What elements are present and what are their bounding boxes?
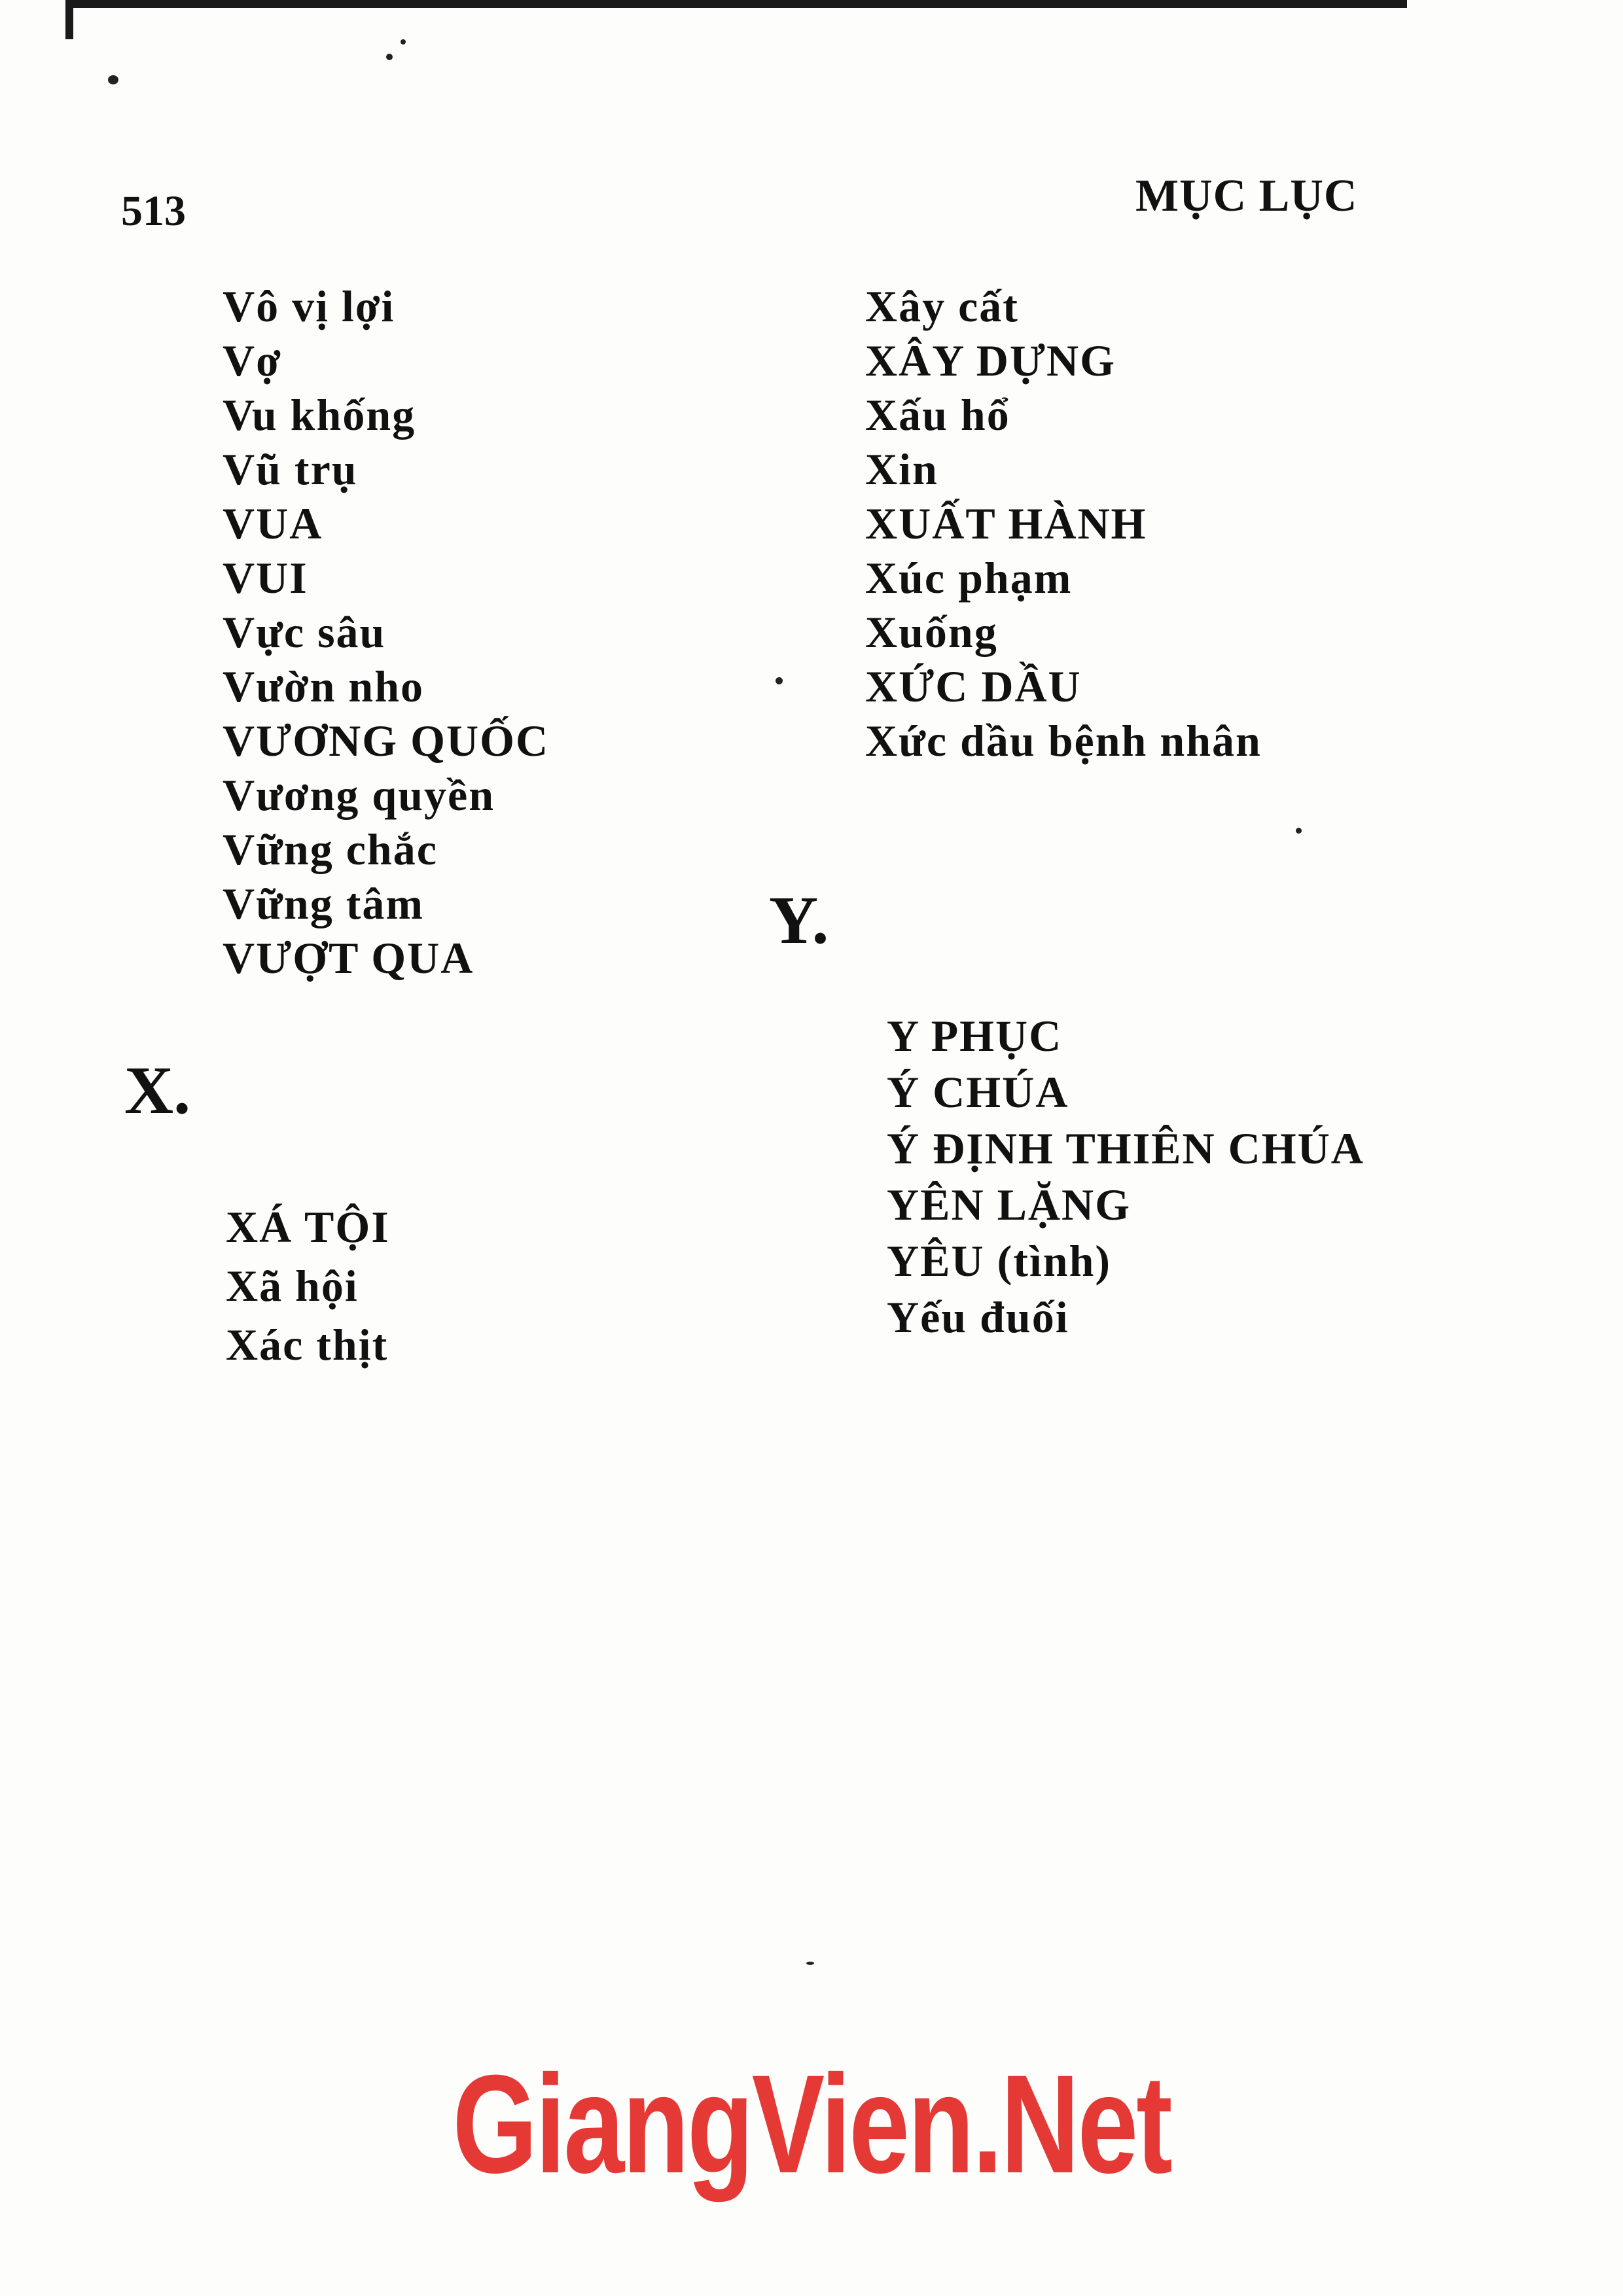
index-entry: Vũ trụ: [223, 444, 358, 494]
v-entries-list: [223, 279, 549, 985]
index-entry: XÁ TỘI: [226, 1202, 390, 1252]
scan-speck: [806, 1962, 814, 1965]
index-entry: Ý ĐỊNH THIÊN CHÚA: [887, 1123, 1364, 1173]
index-entry: Yếu đuối: [887, 1292, 1069, 1342]
x-entries-list-right: [865, 279, 1262, 768]
scan-speck: [776, 677, 783, 684]
scan-speck: [386, 54, 393, 60]
index-entry: Vững tâm: [223, 879, 425, 928]
index-entry: YÊN LẶNG: [887, 1180, 1132, 1229]
scan-speck: [401, 39, 406, 44]
page-number: 513: [121, 187, 186, 235]
index-entry: Xây cất: [865, 281, 1019, 331]
index-entry: Vực sâu: [223, 607, 386, 657]
index-entry: XUẤT HÀNH: [865, 499, 1147, 548]
index-entry: Xấu hổ: [865, 390, 1010, 440]
index-entry: Xuống: [865, 607, 998, 657]
index-entry: XỨC DẦU: [865, 662, 1082, 711]
index-entry: Xúc phạm: [865, 553, 1073, 603]
index-entry: Xin: [865, 444, 938, 494]
index-entry: Ý CHÚA: [887, 1067, 1069, 1117]
index-entry: YÊU (tình): [887, 1236, 1112, 1286]
top-border-rule: [65, 0, 1407, 8]
running-head: MỤC LỤC: [1135, 171, 1358, 221]
index-entry: Xức dầu bệnh nhân: [865, 716, 1262, 766]
index-entry: XÂY DỰNG: [865, 336, 1116, 385]
section-heading-y: Y.: [769, 883, 829, 958]
index-entry: Vườn nho: [223, 662, 425, 711]
index-entry: VUI: [223, 553, 308, 603]
index-entry: VƯỢT QUA: [223, 933, 474, 983]
index-entry: Vương quyền: [223, 770, 495, 820]
index-entry: Vợ: [223, 336, 282, 385]
section-heading-x: X.: [124, 1053, 191, 1128]
scan-speck: [108, 75, 118, 84]
y-entries-list: [887, 1008, 1364, 1345]
scan-speck: [1296, 828, 1302, 834]
index-entry: Vô vị lợi: [223, 281, 395, 331]
x-entries-list-left: [226, 1197, 390, 1374]
index-entry: Y PHỤC: [887, 1011, 1063, 1061]
index-entry: VUA: [223, 499, 323, 548]
index-entry: VƯƠNG QUỐC: [223, 716, 550, 766]
left-border-rule: [65, 0, 73, 39]
index-entry: Xã hội: [226, 1261, 359, 1311]
site-watermark: GiangVien.Net: [452, 2046, 1171, 2202]
index-entry: Vu khống: [223, 390, 416, 440]
index-entry: Xác thịt: [226, 1320, 389, 1369]
index-entry: Vững chắc: [223, 824, 438, 874]
